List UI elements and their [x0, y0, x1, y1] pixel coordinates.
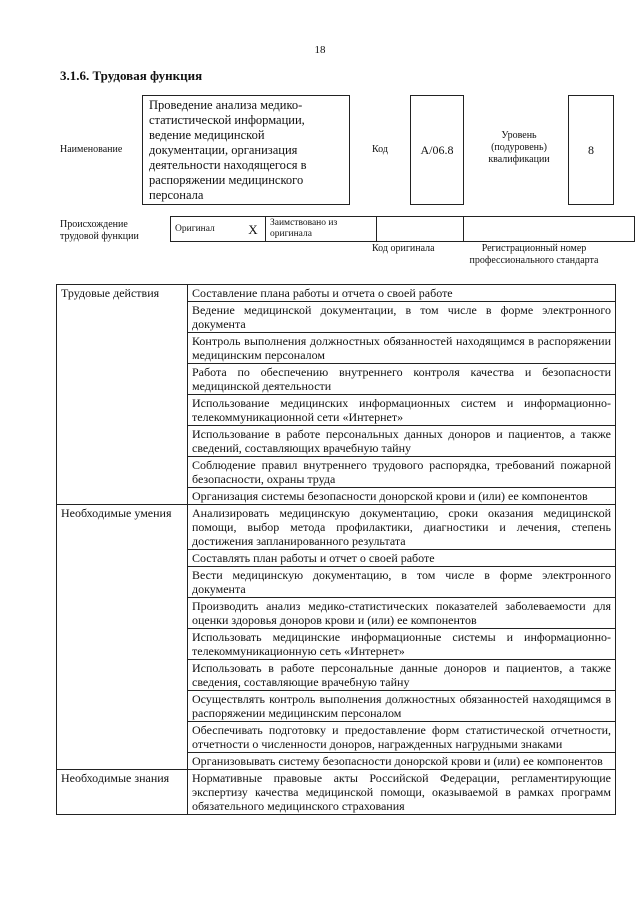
section-item: Использовать в работе персональные данные доноров и пациентов, а также сведения, составляющие врачебную тайну — [188, 660, 616, 691]
level-value-box — [568, 95, 614, 205]
section-item: Использование в работе персональных данных доноров и пациентов, а также сведений, составляющих врачебную тайну — [188, 426, 616, 457]
section-item: Осуществлять контроль выполнения должностных обязанностей находящимся в распоряжении медицинским персоналом — [188, 691, 616, 722]
labor-function-table — [56, 284, 616, 815]
code-label: Код — [372, 144, 388, 155]
section-item: Нормативные правовые акты Российской Федерации, регламентирующие экспертизу качества медицинской помощи, оказываемой в рамках программ обязательного медицинского страхования — [188, 770, 616, 815]
table-row — [57, 285, 616, 302]
section-heading: Трудовые действия — [57, 285, 188, 505]
origin-table — [170, 216, 635, 242]
section-item: Организовывать систему безопасности донорской крови и (или) ее компонентов — [188, 753, 616, 770]
code-original-caption: Код оригинала — [372, 243, 435, 254]
level-label: Уровень (подуровень) квалификации — [488, 130, 550, 165]
section-item: Обеспечивать подготовку и предоставление форм статистической отчетности, отчетности о численности доноров, награжденных нагрудными знаками — [188, 722, 616, 753]
reg-number-cell — [464, 217, 635, 242]
original-mark: X — [241, 217, 266, 242]
section-item: Производить анализ медико-статистических показателей заболеваемости для оценки здоровья доноров крови и (или) ее компонентов — [188, 598, 616, 629]
code-value-box — [410, 95, 464, 205]
code-original-cell — [377, 217, 464, 242]
table-row — [57, 505, 616, 550]
section-item: Вести медицинскую документацию, в том числе в форме электронного документа — [188, 567, 616, 598]
name-value: Проведение анализа медико-статистической информации, ведение медицинской документации, организация деятельности находящегося в распоряжении медицинского персонала — [149, 98, 307, 202]
section-item: Контроль выполнения должностных обязанностей находящимся в распоряжении медицинским персоналом — [188, 333, 616, 364]
level-value: 8 — [588, 142, 594, 157]
code-value: А/06.8 — [420, 142, 454, 157]
section-heading: Необходимые знания — [57, 770, 188, 815]
origin-label: Происхождение трудовой функции — [60, 219, 139, 242]
borrowed-label: Заимствовано из оригинала — [266, 217, 377, 242]
name-label: Наименование — [60, 144, 123, 155]
section-item: Ведение медицинской документации, в том числе в форме электронного документа — [188, 302, 616, 333]
section-item: Работа по обеспечению внутреннего контроля качества и безопасности медицинской деятельности — [188, 364, 616, 395]
original-label: Оригинал — [171, 217, 242, 242]
table-row — [57, 770, 616, 815]
section-item: Использовать медицинские информационные системы и информационно-телекоммуникационную сеть «Интернет» — [188, 629, 616, 660]
section-item: Составление плана работы и отчета о своей работе — [188, 285, 616, 302]
section-title: 3.1.6. Трудовая функция — [60, 68, 203, 83]
section-item: Составлять план работы и отчет о своей работе — [188, 550, 616, 567]
section-item: Соблюдение правил внутреннего трудового распорядка, требований пожарной безопасности, охраны труда — [188, 457, 616, 488]
name-value-box — [142, 95, 350, 205]
section-item: Использование медицинских информационных систем и информационно-телекоммуникационной сети «Интернет» — [188, 395, 616, 426]
page-number: 18 — [314, 44, 326, 56]
section-heading: Необходимые умения — [57, 505, 188, 770]
reg-number-caption: Регистрационный номер профессионального стандарта — [469, 243, 599, 266]
section-item: Анализировать медицинскую документацию, сроки оказания медицинской помощи, выбор метода профилактики, диагностики и лечения, степень достижения запланированного результата — [188, 505, 616, 550]
section-item: Организация системы безопасности донорской крови и (или) ее компонентов — [188, 488, 616, 505]
